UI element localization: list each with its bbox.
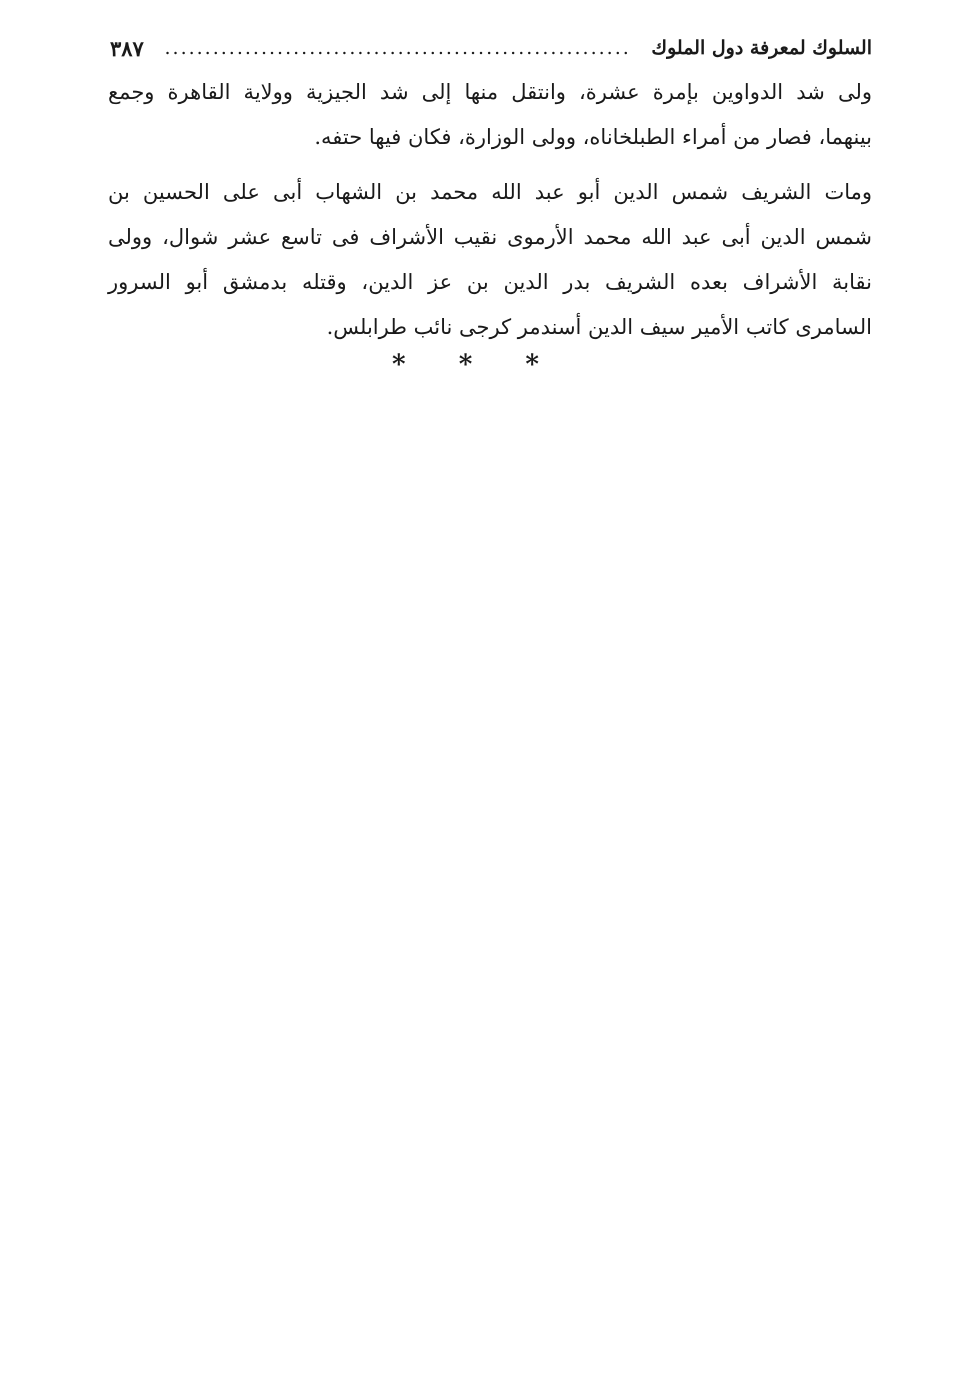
- leader-dots: ..........................................................: [164, 37, 631, 59]
- text-line: شمس الدين أبى عبد الله محمد الأرموى نقيب الأشراف فى تاسع عشر شوال، وولى: [108, 225, 872, 249]
- running-head: [110, 30, 872, 66]
- section-separator: * * *: [392, 350, 561, 380]
- text-line: السامرى كاتب الأمير سيف الدين أسندمر كرجى نائب طرابلس.: [326, 315, 872, 339]
- text-line: نقابة الأشراف بعده الشريف بدر الدين بن عز الدين، وقتله بدمشق أبو السرور: [108, 270, 872, 294]
- text-line: بينهما، فصار من أمراء الطبلخاناه، وولى الوزارة، فكان فيها حتفه.: [314, 125, 872, 149]
- paragraph-1: [108, 70, 872, 160]
- paragraph-2: [108, 170, 872, 350]
- page-number: ٣٨٧: [110, 35, 144, 61]
- text-line: ولى شد الدواوين بإمرة عشرة، وانتقل منها إلى شد الجيزية وولاية القاهرة وجمع: [108, 80, 872, 104]
- book-title: السلوك لمعرفة دول الملوك: [651, 37, 872, 59]
- text-line: ومات الشريف شمس الدين أبو عبد الله محمد بن الشهاب أبى على الحسين بن: [108, 180, 872, 204]
